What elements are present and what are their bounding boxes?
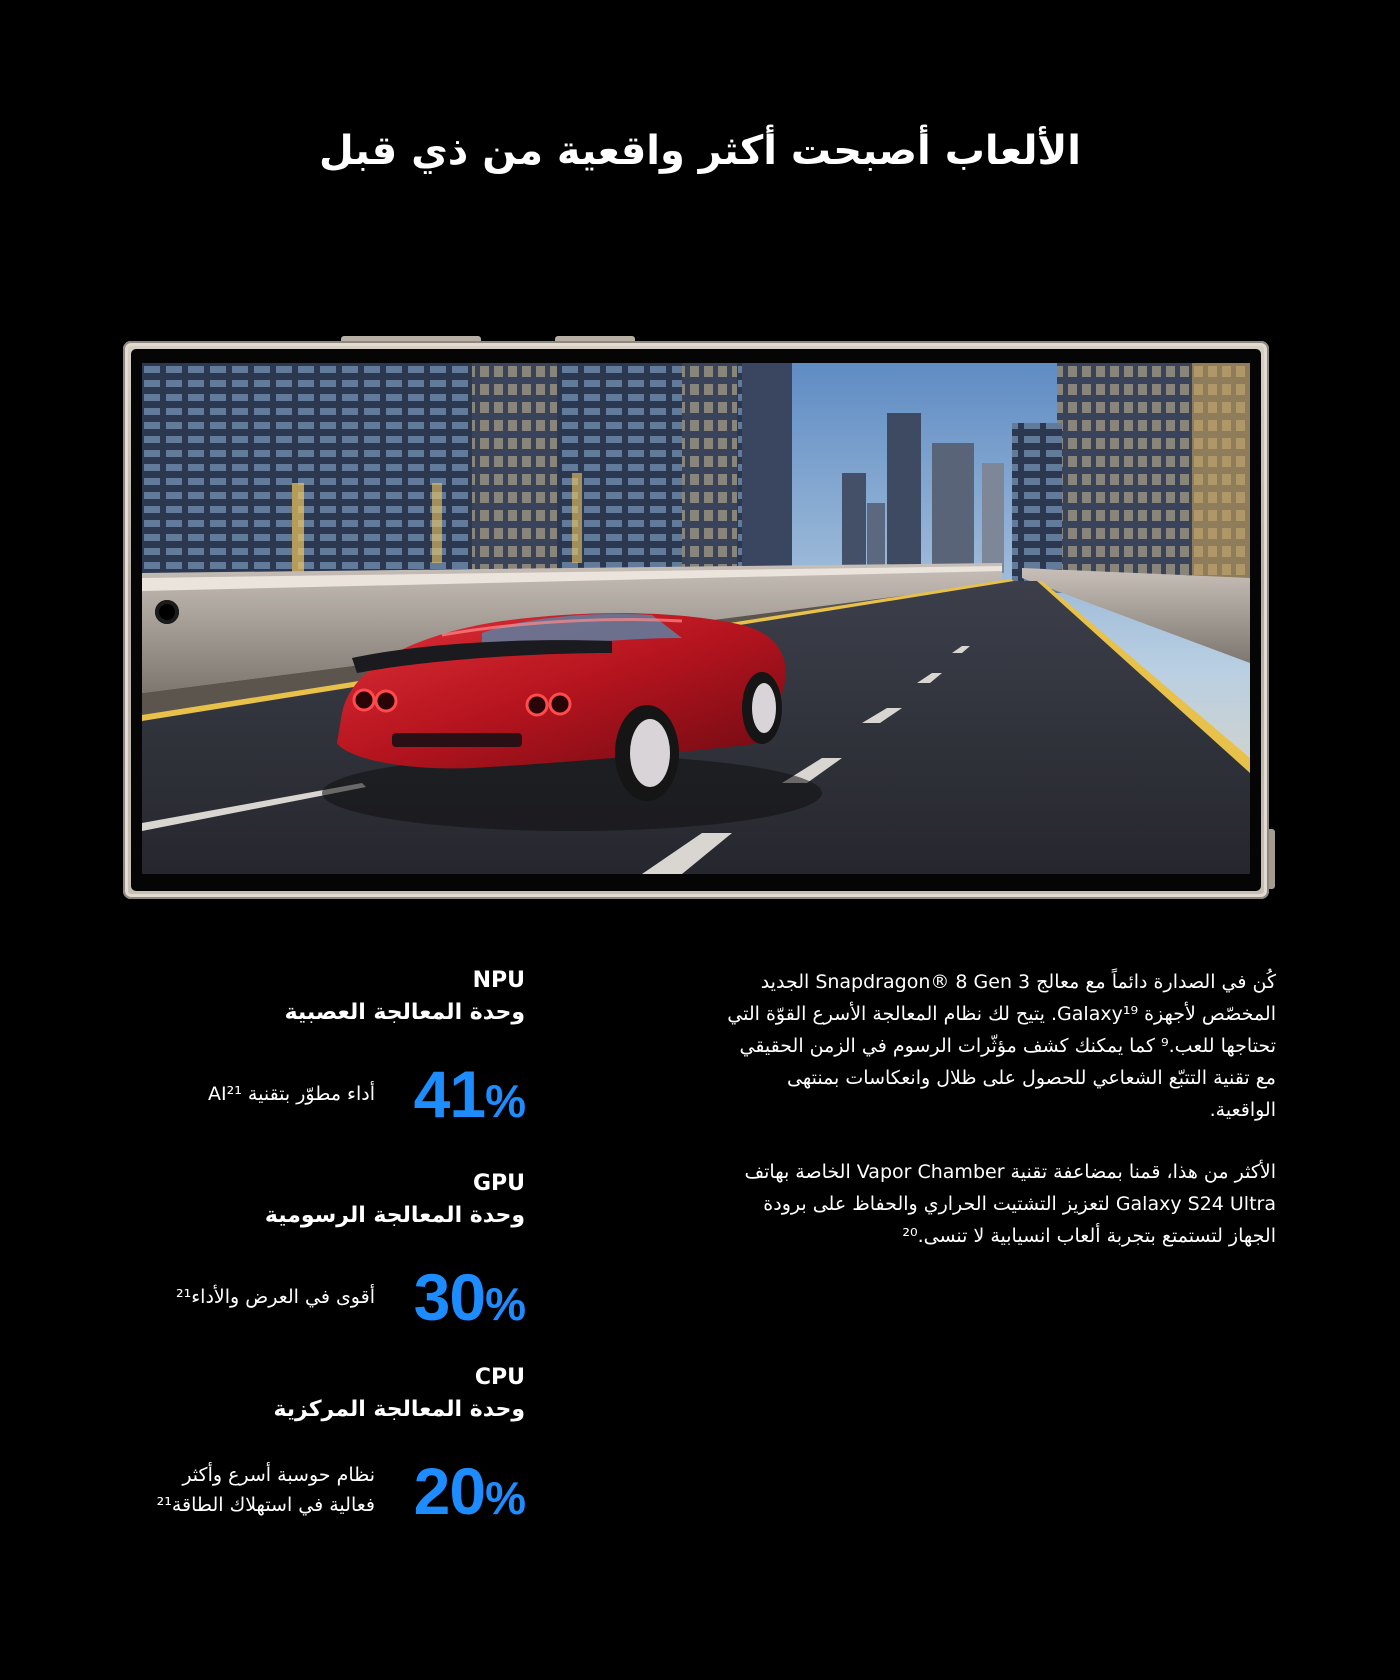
power-key: [555, 336, 635, 341]
game-screen-image: [142, 363, 1250, 874]
page-title: الألعاب أصبحت أكثر واقعية من ذي قبل: [318, 128, 1081, 174]
front-camera: [155, 600, 179, 624]
spec-name: وحدة المعالجة الرسومية: [264, 1203, 525, 1228]
spec-caption: نظام حوسبة أسرع وأكثر فعالية في استهلاك الطاقة²¹: [156, 1464, 375, 1516]
spec-name: وحدة المعالجة المركزية: [273, 1397, 525, 1422]
spec-gpu: [130, 1170, 525, 1334]
spec-npu: [130, 967, 525, 1131]
spec-cpu: [130, 1364, 525, 1528]
spec-caption: أداء مطوّر بتقنية AI²¹: [208, 1083, 375, 1105]
description-paragraph-2: الأكثر من هذا، قمنا بمضاعفة تقنية Vapor Chamber الخاصة بهاتف Galaxy S24 Ultra لتعزيز التشتيت الحراري والحفاظ على برودة الجهاز لتستمتع بتجربة ألعاب انسيابية لا تنسى.²⁰: [744, 1161, 1276, 1247]
phone-device-image: [123, 341, 1269, 899]
feature-description: [716, 966, 1276, 1282]
spec-percentage: 20%: [413, 1454, 525, 1528]
volume-key: [341, 336, 481, 341]
spec-code: GPU: [472, 1171, 525, 1196]
s-pen-slot: [1269, 829, 1275, 889]
spec-code: NPU: [472, 968, 525, 993]
spec-caption: أقوى في العرض والأداء²¹: [176, 1286, 375, 1308]
spec-code: CPU: [474, 1365, 525, 1390]
description-paragraph-1: كُن في الصدارة دائماً مع معالج Snapdragon® 8 Gen 3 الجديد المخصّص لأجهزة Galaxy¹⁹. يتيح لك نظام المعالجة الأسرع القوّة التي تحتاجها للعب.⁹ كما يمكنك كشف مؤثّرات الرسوم في الزمن الحقيقي مع تقنية التتبّع الشعاعي للحصول على ظلال وانعكاسات بمنتهى الواقعية.: [727, 971, 1276, 1121]
racing-game-scene: [142, 363, 1250, 874]
spec-percentage: 30%: [413, 1260, 525, 1334]
spec-name: وحدة المعالجة العصبية: [284, 1000, 525, 1025]
spec-percentage: 41%: [413, 1057, 525, 1131]
